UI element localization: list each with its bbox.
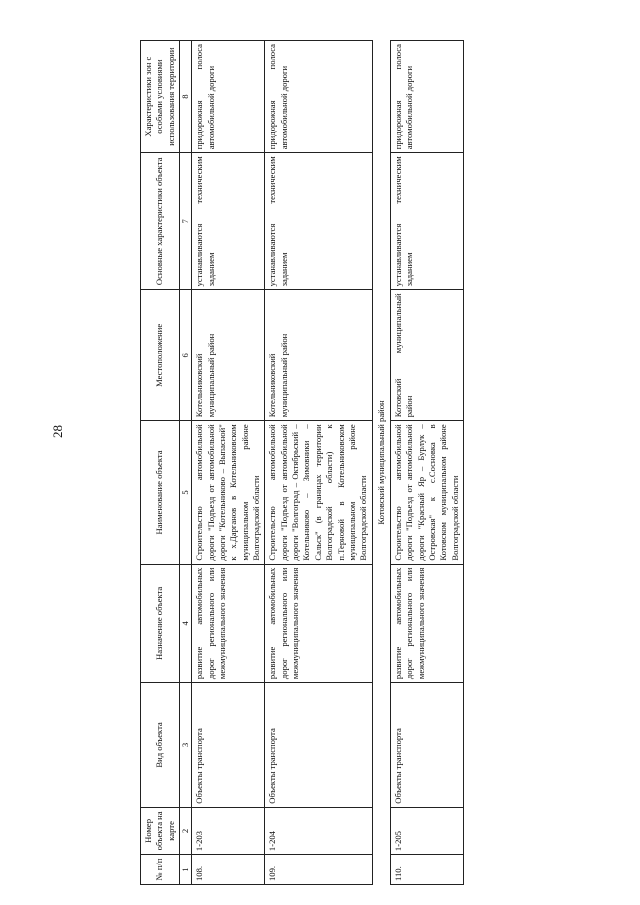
object-code: 1-205: [390, 807, 463, 854]
objects-table: [140, 40, 464, 885]
object-zones: придорожная полоса автомобильной дороги: [265, 41, 372, 153]
header-cell: Наименование объекта: [141, 421, 180, 564]
table-row: [390, 41, 463, 885]
object-purpose: развитие автомобильных дорог регионального или межмуниципального значения: [192, 564, 265, 682]
column-number: 4: [180, 564, 192, 682]
column-number: 7: [180, 153, 192, 290]
column-number: 5: [180, 421, 192, 564]
column-number: 1: [180, 855, 192, 885]
header-cell: Местоположение: [141, 290, 180, 421]
row-number: 110.: [390, 855, 463, 885]
rotated-table-container: [140, 40, 480, 885]
object-location: Котельниковский муниципальный район: [265, 290, 372, 421]
section-row: [372, 41, 390, 885]
object-zones: придорожная полоса автомобильной дороги: [192, 41, 265, 153]
object-code: 1-204: [265, 807, 372, 854]
object-characteristics: устанавливаются техническим заданием: [265, 153, 372, 290]
section-title: Котовский муниципальный район: [372, 41, 390, 885]
object-code: 1-203: [192, 807, 265, 854]
header-cell: Назначение объекта: [141, 564, 180, 682]
object-type: Объекты транспорта: [265, 683, 372, 808]
table-row: [192, 41, 265, 885]
header-cell: Основные характеристики объекта: [141, 153, 180, 290]
column-number: 8: [180, 41, 192, 153]
column-number: 3: [180, 683, 192, 808]
column-number: 2: [180, 807, 192, 854]
object-purpose: развитие автомобильных дорог регионального или межмуниципального значения: [265, 564, 372, 682]
row-number: 109.: [265, 855, 372, 885]
row-number: 108.: [192, 855, 265, 885]
object-purpose: развитие автомобильных дорог регионального или межмуниципального значения: [390, 564, 463, 682]
object-zones: придорожная полоса автомобильной дороги: [390, 41, 463, 153]
header-cell: Характеристики зон с особыми условиями использования территории: [141, 41, 180, 153]
header-row: [141, 41, 180, 885]
object-type: Объекты транспорта: [192, 683, 265, 808]
header-cell: Номер объекта на карте: [141, 807, 180, 854]
object-characteristics: устанавливаются техническим заданием: [390, 153, 463, 290]
table-row: [265, 41, 372, 885]
object-type: Объекты транспорта: [390, 683, 463, 808]
page-number: 28: [50, 425, 65, 438]
object-location: Котельниковский муниципальный район: [192, 290, 265, 421]
object-location: Котовский муниципальный район: [390, 290, 463, 421]
object-name: Строительство автомобильной дороги "Подъезд от автомобильной дороги "Волгоград – Октябрьский – Котельниково – Зимовники – Сальск" (в границах территории Волгоградской области) к п.Терновой в Котельниковском муниципальном районе Волгоградской области: [265, 421, 372, 564]
object-name: Строительство автомобильной дороги "Подъезд от автомобильной дороги "Котельниково – Выпасной" к х.Дарганов в Котельниковском муниципальном районе Волгоградской области: [192, 421, 265, 564]
column-number: 6: [180, 290, 192, 421]
object-name: Строительство автомобильной дороги "Подъезд от автомобильной дороги "Красный Яр – Бурлук – Островская" к с.Сосновка в Котовском муниципальном районе Волгоградской области: [390, 421, 463, 564]
header-cell: № п/п: [141, 855, 180, 885]
column-number-row: [180, 41, 192, 885]
header-cell: Вид объекта: [141, 683, 180, 808]
object-characteristics: устанавливаются техническим заданием: [192, 153, 265, 290]
